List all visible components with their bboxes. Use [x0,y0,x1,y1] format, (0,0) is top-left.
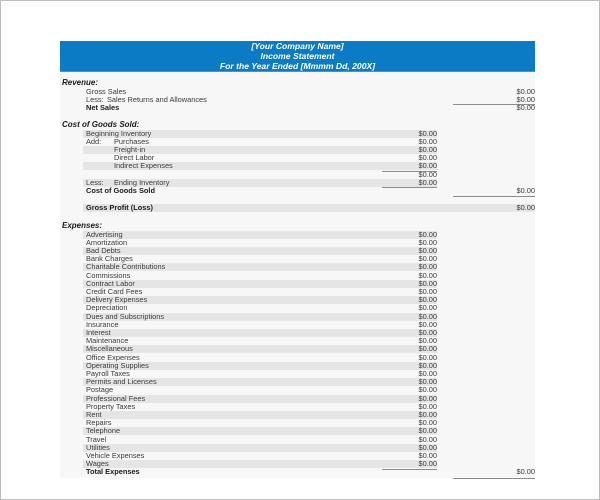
revenue-heading-row [60,79,535,87]
expense-amount: $0.00 [418,426,437,436]
expense-amount: $0.00 [418,385,437,395]
expense-row [60,403,535,411]
returns-row [60,96,535,104]
indirect-expenses-row [60,162,535,170]
expense-label: Depreciation [86,303,128,313]
gross-profit-label: Gross Profit (Loss) [86,203,153,212]
expense-row [60,263,535,271]
expense-label: Professional Fees [86,393,146,403]
expense-label: Miscellaneous [86,344,133,354]
expense-label: Maintenance [86,336,129,346]
revenue-heading: Revenue: [62,78,99,87]
ending-inventory-label: Ending Inventory [114,177,170,187]
expense-row [60,329,535,337]
expense-amount: $0.00 [418,270,437,280]
row-stripe [83,427,437,435]
expense-label: Interest [86,327,111,337]
expense-amount: $0.00 [418,377,437,387]
expense-amount: $0.00 [418,393,437,403]
cogs-heading-row [60,121,535,129]
expense-row [60,411,535,419]
beginning-inventory-label: Beginning Inventory [86,128,152,138]
statement-title: Income Statement [260,51,335,61]
returns-amount: $0.00 [516,94,535,104]
expense-amount: $0.00 [418,401,437,411]
gross-profit-row [60,204,535,212]
expense-amount: $0.00 [418,344,437,354]
expense-amount: $0.00 [418,459,437,469]
row-stripe [83,231,437,239]
expense-amount: $0.00 [418,450,437,460]
expense-label: Travel [86,434,107,444]
row-stripe [83,411,437,419]
returns-label: Sales Returns and Allowances [107,94,207,104]
cogs-heading: Cost of Goods Sold: [62,120,140,129]
expense-amount: $0.00 [418,360,437,370]
expense-amount: $0.00 [418,409,437,419]
expense-amount: $0.00 [418,245,437,255]
less-prefix: Less: [86,177,104,187]
expense-row [60,427,535,435]
expense-row [60,239,535,247]
net-sales-amount: $0.00 [516,102,535,112]
cogs-total-row [60,187,535,195]
expense-amount: $0.00 [418,434,437,444]
expense-label: Bank Charges [86,254,133,264]
cogs-total-underline [453,196,535,197]
statement-period: For the Year Ended [Mmmm Dd, 200X] [219,61,376,71]
expense-amount: $0.00 [418,303,437,313]
expense-label: Repairs [86,418,112,428]
expenses-total-label: Total Expenses [86,467,140,477]
expense-row [60,321,535,329]
expenses-total-amount: $0.00 [516,467,535,477]
expense-label: Bad Debts [86,245,121,255]
indirect-expenses-label: Indirect Expenses [114,161,173,171]
expense-row [60,313,535,321]
expense-label: Telephone [86,426,121,436]
direct-labor-label: Direct Labor [114,153,155,163]
expense-label: Rent [86,409,102,419]
expense-label: Amortization [86,237,128,247]
expense-amount: $0.00 [418,262,437,272]
expense-amount: $0.00 [418,254,437,264]
expenses-total-underline [453,478,535,479]
cogs-subtotal-amount: $0.00 [418,169,437,179]
expense-amount: $0.00 [418,336,437,346]
expense-amount: $0.00 [418,286,437,296]
gross-sales-label: Gross Sales [86,86,127,96]
expense-label: Charitable Contributions [86,262,166,272]
ending-inventory-amount: $0.00 [418,177,437,187]
expense-row [60,436,535,444]
indirect-expenses-amount: $0.00 [418,161,437,171]
expense-row [60,452,535,460]
expense-amount: $0.00 [418,229,437,239]
expense-label: Commissions [86,270,131,280]
expense-label: Office Expenses [86,352,140,362]
expense-label: Vehicle Expenses [86,450,145,460]
expense-label: Payroll Taxes [86,368,130,378]
expense-amount: $0.00 [418,278,437,288]
expense-amount: $0.00 [418,327,437,337]
net-sales-row [60,104,535,112]
expense-amount: $0.00 [418,311,437,321]
expense-row [60,378,535,386]
expense-label: Insurance [86,319,119,329]
expense-label: Credit Card Fees [86,286,143,296]
expense-amount: $0.00 [418,352,437,362]
purchases-amount: $0.00 [418,136,437,146]
expense-label: Postage [86,385,114,395]
purchases-label: Purchases [114,136,149,146]
statement-header-banner [60,41,535,71]
expense-amount: $0.00 [418,368,437,378]
expense-amount: $0.00 [418,418,437,428]
expense-label: Advertising [86,229,123,239]
expense-label: Operating Supplies [86,360,149,370]
expense-row [60,362,535,370]
expense-row [60,231,535,239]
expense-row [60,296,535,304]
cogs-total-amount: $0.00 [516,186,535,195]
freight-in-label: Freight-in [114,144,146,154]
expense-label: Utilities [86,442,110,452]
expense-label: Dues and Subscriptions [86,311,165,321]
expense-amount: $0.00 [418,319,437,329]
expense-label: Property Taxes [86,401,136,411]
expense-label: Permits and Licenses [86,377,157,387]
gross-sales-amount: $0.00 [516,86,535,96]
add-prefix: Add: [86,136,102,146]
expense-amount: $0.00 [418,442,437,452]
beginning-inventory-amount: $0.00 [418,128,437,138]
expenses-heading-row [60,222,535,230]
gross-profit-amount: $0.00 [516,203,535,212]
row-stripe [83,329,437,337]
expense-amount: $0.00 [418,295,437,305]
expense-row [60,419,535,427]
less-prefix: Less: [86,94,104,104]
income-statement-sheet [60,41,535,478]
expense-label: Contract Labor [86,278,135,288]
cogs-total-label: Cost of Goods Sold [86,186,155,195]
expense-label: Wages [86,459,109,469]
net-sales-label: Net Sales [86,102,120,112]
expenses-heading: Expenses: [62,221,103,230]
expense-label: Delivery Expenses [86,295,148,305]
freight-in-amount: $0.00 [418,144,437,154]
row-stripe [83,247,437,255]
expenses-total-row [60,468,535,476]
direct-labor-amount: $0.00 [418,153,437,163]
company-name: [Your Company Name] [251,41,344,51]
expense-amount: $0.00 [418,237,437,247]
